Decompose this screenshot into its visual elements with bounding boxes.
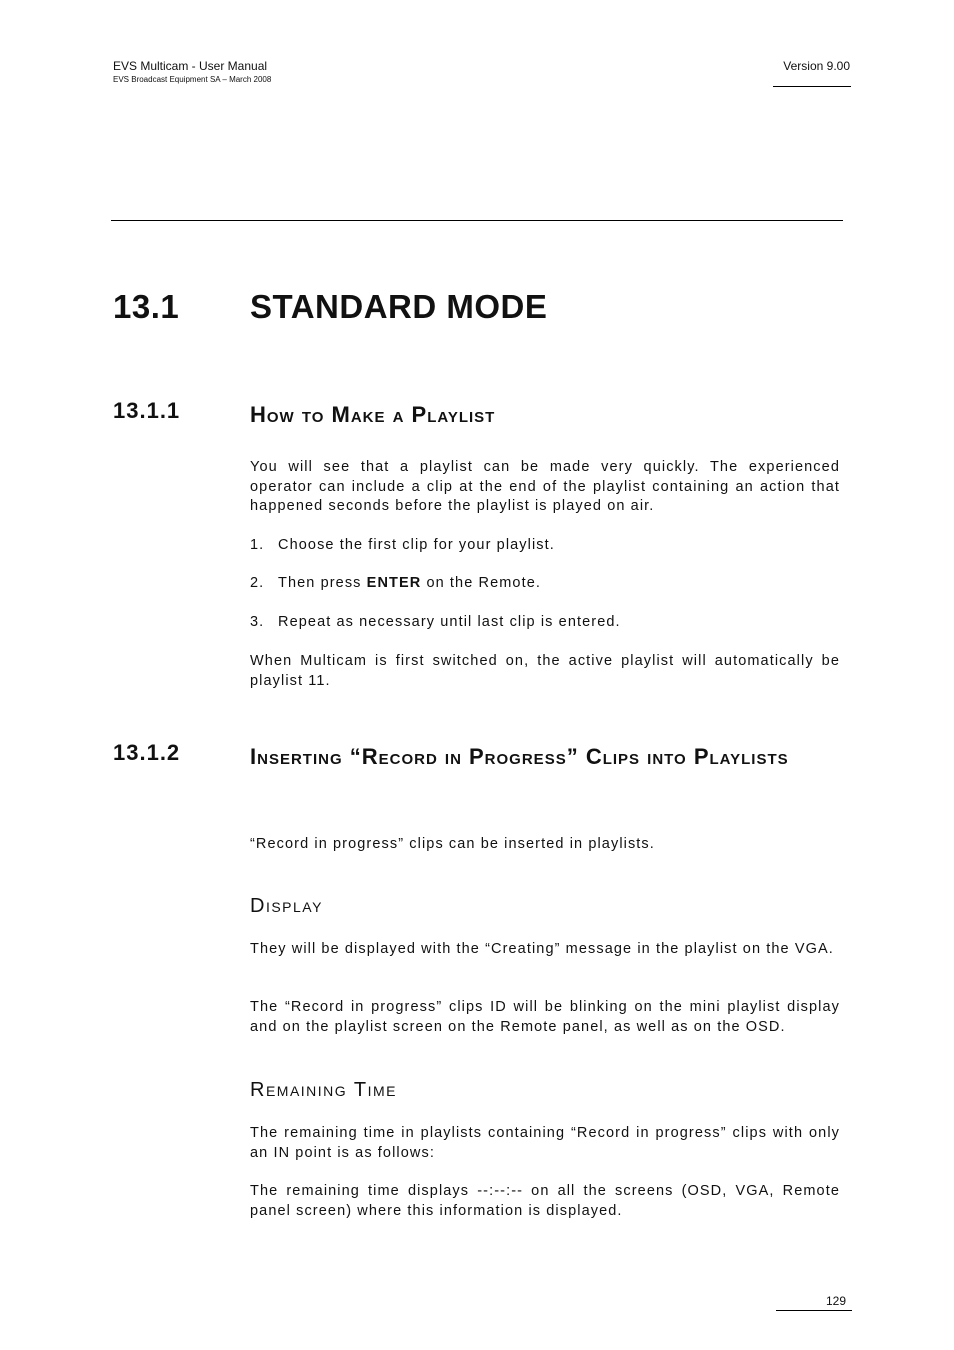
page-number: 129 xyxy=(825,1294,846,1308)
subsection-title: How to Make a Playlist xyxy=(250,402,496,427)
document-version: Version 9.00 xyxy=(783,59,850,73)
footer-rule xyxy=(776,1310,852,1311)
paragraph: The “Record in progress” clips ID will be blinking on the mini playlist display and on the playlist screen on the Remote panel, as well as on the OSD. xyxy=(250,999,840,1035)
subsection-number: 13.1.1 xyxy=(113,398,181,423)
paragraph: The remaining time displays --:--:-- on all the screens (OSD, VGA, Remote panel screen) where this information is displayed. xyxy=(250,1183,840,1219)
paragraph: They will be displayed with the “Creating” message in the playlist on the VGA. xyxy=(250,941,834,957)
list-item: 2. Then press ENTER on the Remote. xyxy=(250,575,541,591)
header-divider xyxy=(111,220,843,221)
list-item: 3. Repeat as necessary until last clip is entered. xyxy=(250,614,621,630)
document-title: EVS Multicam - User Manual xyxy=(113,59,268,73)
subsection-number: 13.1.2 xyxy=(113,740,181,765)
paragraph: When Multicam is first switched on, the active playlist will automatically be playlist 11. xyxy=(250,653,840,689)
version-underline xyxy=(773,86,851,87)
section-number: 13.1 xyxy=(113,288,180,325)
paragraph: The remaining time in playlists containing “Record in progress” clips with only an IN point is as follows: xyxy=(250,1125,840,1161)
list-item: 1. Choose the first clip for your playlist. xyxy=(250,537,555,553)
paragraph: You will see that a playlist can be made very quickly. The experienced operator can include a clip at the end of the playlist containing an action that happened seconds before the playlist is played on air. xyxy=(250,459,840,514)
keyword-enter: ENTER xyxy=(366,575,422,591)
display-heading: Display xyxy=(250,895,323,917)
subsection-title: Inserting “Record in Progress” Clips into Playlists xyxy=(250,744,789,769)
document-subtitle: EVS Broadcast Equipment SA – March 2008 xyxy=(113,75,272,84)
subsection-heading-2 xyxy=(113,740,853,810)
remaining-time-heading: Remaining Time xyxy=(250,1079,397,1101)
section-title: STANDARD MODE xyxy=(250,288,548,325)
paragraph: “Record in progress” clips can be inserted in playlists. xyxy=(250,836,655,852)
